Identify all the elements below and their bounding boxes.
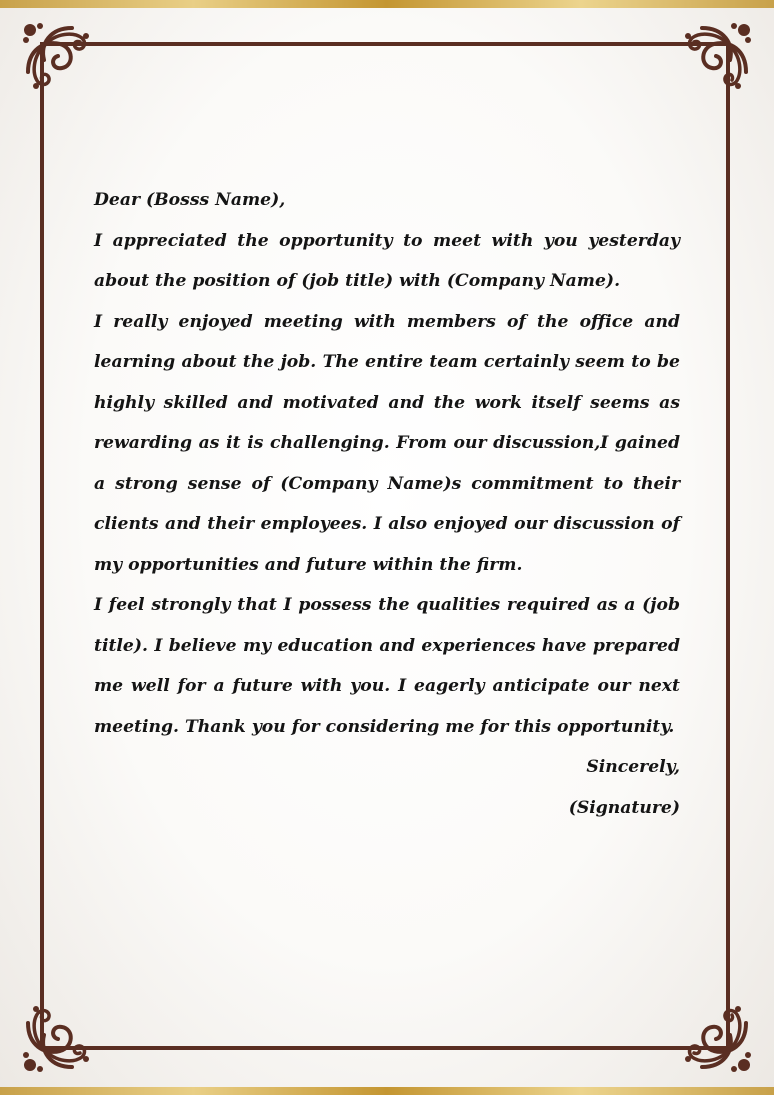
corner-flourish-top-left-icon (22, 22, 92, 92)
top-gold-band (0, 0, 774, 8)
paragraph-intro: I appreciated the opportunity to meet with you yesterday about the position of (job title) with (Company Name). (94, 230, 680, 291)
letter-body (94, 180, 680, 828)
paragraph-qualifications: I feel strongly that I possess the qualities required as a (job title). I believe my education and experiences have prepared me well for a future with you. I eagerly anticipate our next meeting. Thank you for considering me for this opportunity. (94, 595, 680, 737)
paragraph-experience: I really enjoyed meeting with members of the office and learning about the job. The entire team certainly seem to be highly skilled and motivated and the work itself seems as rewarding as it is challenging. From our discussion,I gained a strong sense of (Company Name)s commitment to their clients and their employees. I also enjoyed our discussion of my opportunities and future within the firm. (94, 311, 680, 575)
corner-flourish-bottom-right-icon (682, 1003, 752, 1073)
corner-flourish-bottom-left-icon (22, 1003, 92, 1073)
bottom-gold-band (0, 1087, 774, 1095)
signature: (Signature) (568, 797, 680, 818)
salutation: Dear (Bosss Name), (94, 190, 286, 210)
corner-flourish-top-right-icon (682, 22, 752, 92)
closing: Sincerely, (586, 757, 680, 777)
